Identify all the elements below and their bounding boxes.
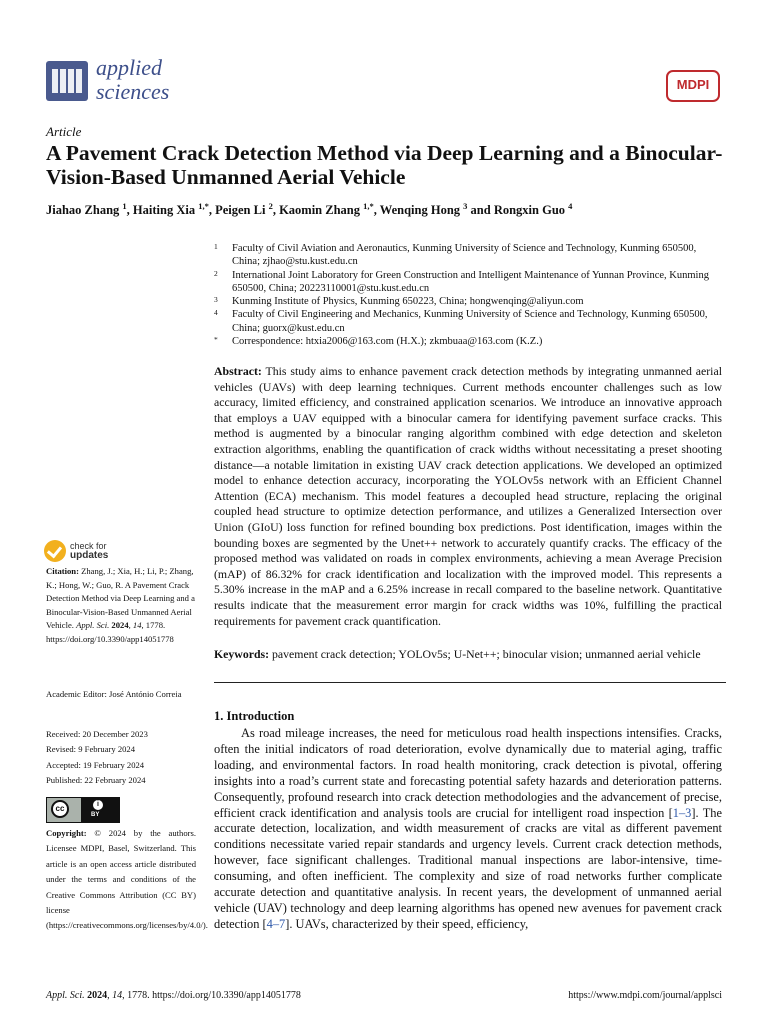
publisher-logo[interactable] [666,70,722,104]
reference-link[interactable]: 1–3 [672,805,692,820]
affiliation-item: 3 Kunming Institute of Physics, Kunming 650223, China; hongwenqing@aliyun.com [214,295,584,308]
author-sup: 1,* [363,201,374,211]
date-received: Received: 20 December 2023 [46,729,148,739]
date-revised: Revised: 9 February 2024 [46,744,136,755]
author-name[interactable]: Kaomin Zhang [279,203,360,218]
affiliations [214,242,726,348]
correspondence-item: * Correspondence: htxia2006@163.com (H.X.); zkmbuaa@163.com (K.Z.) [214,335,543,348]
journal-name: applied sciences [96,55,170,104]
affiliation-item: 2 International Joint Laboratory for Green Construction and Intelligent Maintenance of Yunnan Province, Kunming 650500, China; 20223110001@stu.kust.edu.cn [214,268,709,294]
author-name[interactable]: Rongxin Guo [493,203,566,218]
reference-link[interactable]: 4–7 [266,916,286,931]
abstract [214,364,722,629]
by-label: BY [91,812,100,818]
section-divider [214,682,726,683]
article-title: A Pavement Crack Detection Method via Deep Learning and a Binocular-Vision-Based Unmanned Aerial Vehicle [46,141,723,189]
author-name[interactable]: Jiahao Zhang [46,203,120,218]
academic-editor: Academic Editor: José António Correia [46,689,182,699]
author-sup: 1 [122,201,127,211]
journal-logo [46,55,186,108]
author-sup: 4 [568,201,573,211]
cc-license-badge[interactable] [46,797,120,823]
cc-icon: cc [51,800,69,818]
section-heading: 1. Introduction [214,709,295,723]
date-accepted: Accepted: 19 February 2024 [46,759,145,770]
check-for-updates-button[interactable]: check for updates [44,540,144,566]
copyright: Copyright: © 2024 by the authors. Licensee MDPI, Basel, Switzerland. This article is an open access article distributed under the terms and conditions of the Creative Commons Attribution (CC BY) license (https://creativecommons.org/licenses/by/4.0/). [46,828,208,931]
keywords [214,647,726,663]
article-type: Article [46,124,82,139]
journal-logo-icon [46,61,88,101]
publisher-name: MDPI [676,77,710,92]
author-sup: 1,* [198,201,209,211]
check-icon [44,540,66,562]
author-sup: 3 [463,201,468,211]
author-sup: 2 [268,201,273,211]
abstract-text: This study aims to enhance pavement crack detection methods by integrating unmanned aerial vehicles (UAVs) with deep learning techniques. Current methods encounter challenges such as low accuracy, limited efficiency, and constrained application scenarios. We introduce an innovative approach that employs a UAV equipped with a binocular camera for identifying pavement surface cracks. This method is augmented by a binocular ranging algorithm combined with edge detection and skeleton extraction algorithms, enabling the quantification of crack widths without necessitating a preset shooting distance—a notable limitation in existing UAV crack detection applications. We developed an optimized model to enhance detection accuracy, incorporating the YOLOv5s network with an Efficient Channel Attention (ECA) mechanism. This model features a decoupled head structure, replacing the original coupled head structure to optimize detection performance, and utilizes a Generalized Intersection over Union (GIoU) loss function for refined bounding box predictions. Post identification, images within the bounding boxes are segmented by the Unet++ network to accurately quantify cracks. The efficacy of the proposed method was validated on roads in complex environments, achieving a mean Average Precision (mAP) of 86.32% for crack identification and localization with the improved model. This represents a 5.30% increase in the mAP and a 6.25% increase in recall compared to the baseline network. Quantitative results indicate that the measurement error margin for crack widths was 10%, fulfilling the practical requirements for pavement crack quantification. [214,364,722,628]
keywords-text: pavement crack detection; YOLOv5s; U-Net++; binocular vision; unmanned aerial vehicle [272,647,701,661]
footer-citation: Appl. Sci. 2024, 14, 1778. https://doi.org/10.3390/app14051778 [46,990,301,1001]
author-name[interactable]: Wenqing Hong [379,203,461,218]
author-name[interactable]: Haiting Xia [132,203,196,218]
author-list: Jiahao Zhang $^1$, Haiting Xia $^{1,*}$, Peigen Li $^2$, Kaomin Zhang $^{1,*}$, Wenqing Hong $^3$ and Rongxin Guo $^4$ [46,201,573,218]
by-icon: i [91,798,105,812]
introduction-paragraph: As road mileage increases, the need for meticulous road health inspections intensifies. Cracks, often the initial indicators of road deterioration, evolve dynamically due to material aging, traffic loading, and environmental factors. In road health monitoring, crack detection is pivotal, offering insights into a road’s current state and forecasting potential safety hazards and deterioration patterns. Consequently, profound research into crack detection methodologies and the advancement of precise, efficient crack identification and analysis tools are crucial for intelligent road inspection [1–3]. The accurate detection, localization, and width measurement of cracks are vital as different pavement conditions necessitate varied repair standards and urgency levels. Current crack detection methods, however, face significant challenges. Traditional manual inspections are labor-intensive, time-consuming, and often inefficient. The complexity and size of road networks further complicate accurate detection and quantitative analysis. In recent years, the development of unmanned aerial vehicle (UAV) technology and deep learning algorithms has opened new avenues for pavement crack detection [4–7]. UAVs, characterized by their speed, efficiency, [214,726,722,931]
footer-journal-url[interactable]: https://www.mdpi.com/journal/applsci [568,990,722,1001]
keywords-label: Keywords: [214,647,270,661]
date-published: Published: 22 February 2024 [46,775,146,786]
citation: Citation: Zhang, J.; Xia, H.; Li, P.; Zhang, K.; Hong, W.; Guo, R. A Pavement Crack Detection Method via Deep Learning and a Binocular-Vision-Based Unmanned Aerial Vehicle. Appl. Sci. 2024, 14, 1778. https://doi.org/10.3390/app14051778 [46,566,195,644]
author-name[interactable]: Peigen Li [215,203,266,218]
affiliation-item: 4 Faculty of Civil Engineering and Mechanics, Kunming University of Science and Technology, Kunming 650500, China; guorx@kust.edu.cn [214,308,708,334]
affiliation-item: 1 Faculty of Civil Aviation and Aeronautics, Kunming University of Science and Technology, Kunming 650500, China; zjhao@stu.kust.edu.cn [214,242,697,268]
abstract-label: Abstract: [214,364,262,378]
publication-dates [46,727,196,789]
